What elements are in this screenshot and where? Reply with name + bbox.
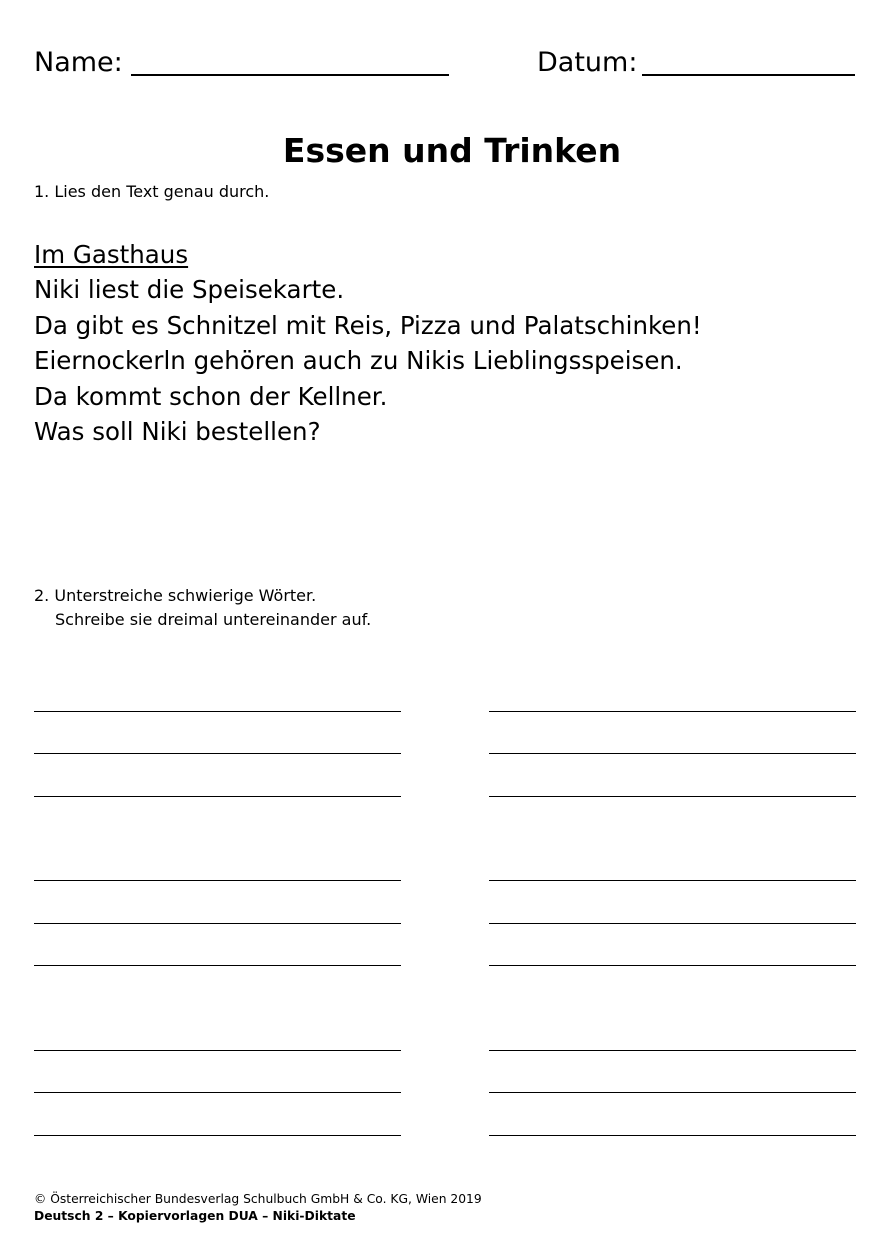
writing-line[interactable]: [489, 965, 856, 966]
footer: [34, 1191, 482, 1225]
page-title: Essen und Trinken: [282, 131, 622, 170]
task1-instruction: 1. Lies den Text genau durch.: [34, 182, 270, 201]
story-line: Niki liest die Speisekarte.: [34, 275, 345, 305]
writing-line[interactable]: [34, 711, 401, 712]
task2-instruction-line1: 2. Unterstreiche schwierige Wörter.: [34, 586, 317, 605]
writing-line[interactable]: [489, 711, 856, 712]
story-text: [34, 237, 702, 449]
writing-line[interactable]: [489, 923, 856, 924]
writing-line[interactable]: [489, 1050, 856, 1051]
writing-line[interactable]: [34, 880, 401, 881]
writing-line[interactable]: [489, 753, 856, 754]
date-field[interactable]: [642, 74, 855, 76]
writing-line[interactable]: [34, 796, 401, 797]
writing-line[interactable]: [489, 880, 856, 881]
story-line: Was soll Niki bestellen?: [34, 416, 321, 446]
name-field[interactable]: [131, 74, 449, 76]
writing-line[interactable]: [489, 796, 856, 797]
date-label: Datum:: [537, 47, 638, 78]
writing-line[interactable]: [489, 1135, 856, 1136]
writing-line[interactable]: [34, 753, 401, 754]
writing-line[interactable]: [489, 1092, 856, 1093]
story-line: Da gibt es Schnitzel mit Reis, Pizza und Palatschinken!: [34, 310, 702, 340]
name-label: Name:: [34, 47, 123, 78]
task2-instruction-line2: Schreibe sie dreimal untereinander auf.: [55, 610, 372, 629]
footer-series: Deutsch 2 – Kopiervorlagen DUA – Niki-Diktate: [34, 1209, 356, 1223]
writing-line[interactable]: [34, 923, 401, 924]
story-line: Da kommt schon der Kellner.: [34, 381, 388, 411]
writing-line[interactable]: [34, 1092, 401, 1093]
writing-line[interactable]: [34, 965, 401, 966]
writing-line[interactable]: [34, 1050, 401, 1051]
story-heading: Im Gasthaus: [34, 240, 189, 269]
writing-line[interactable]: [34, 1135, 401, 1136]
footer-copyright: © Österreichischer Bundesverlag Schulbuch GmbH & Co. KG, Wien 2019: [34, 1192, 482, 1206]
story-line: Eiernockerln gehören auch zu Nikis Lieblingsspeisen.: [34, 346, 683, 376]
